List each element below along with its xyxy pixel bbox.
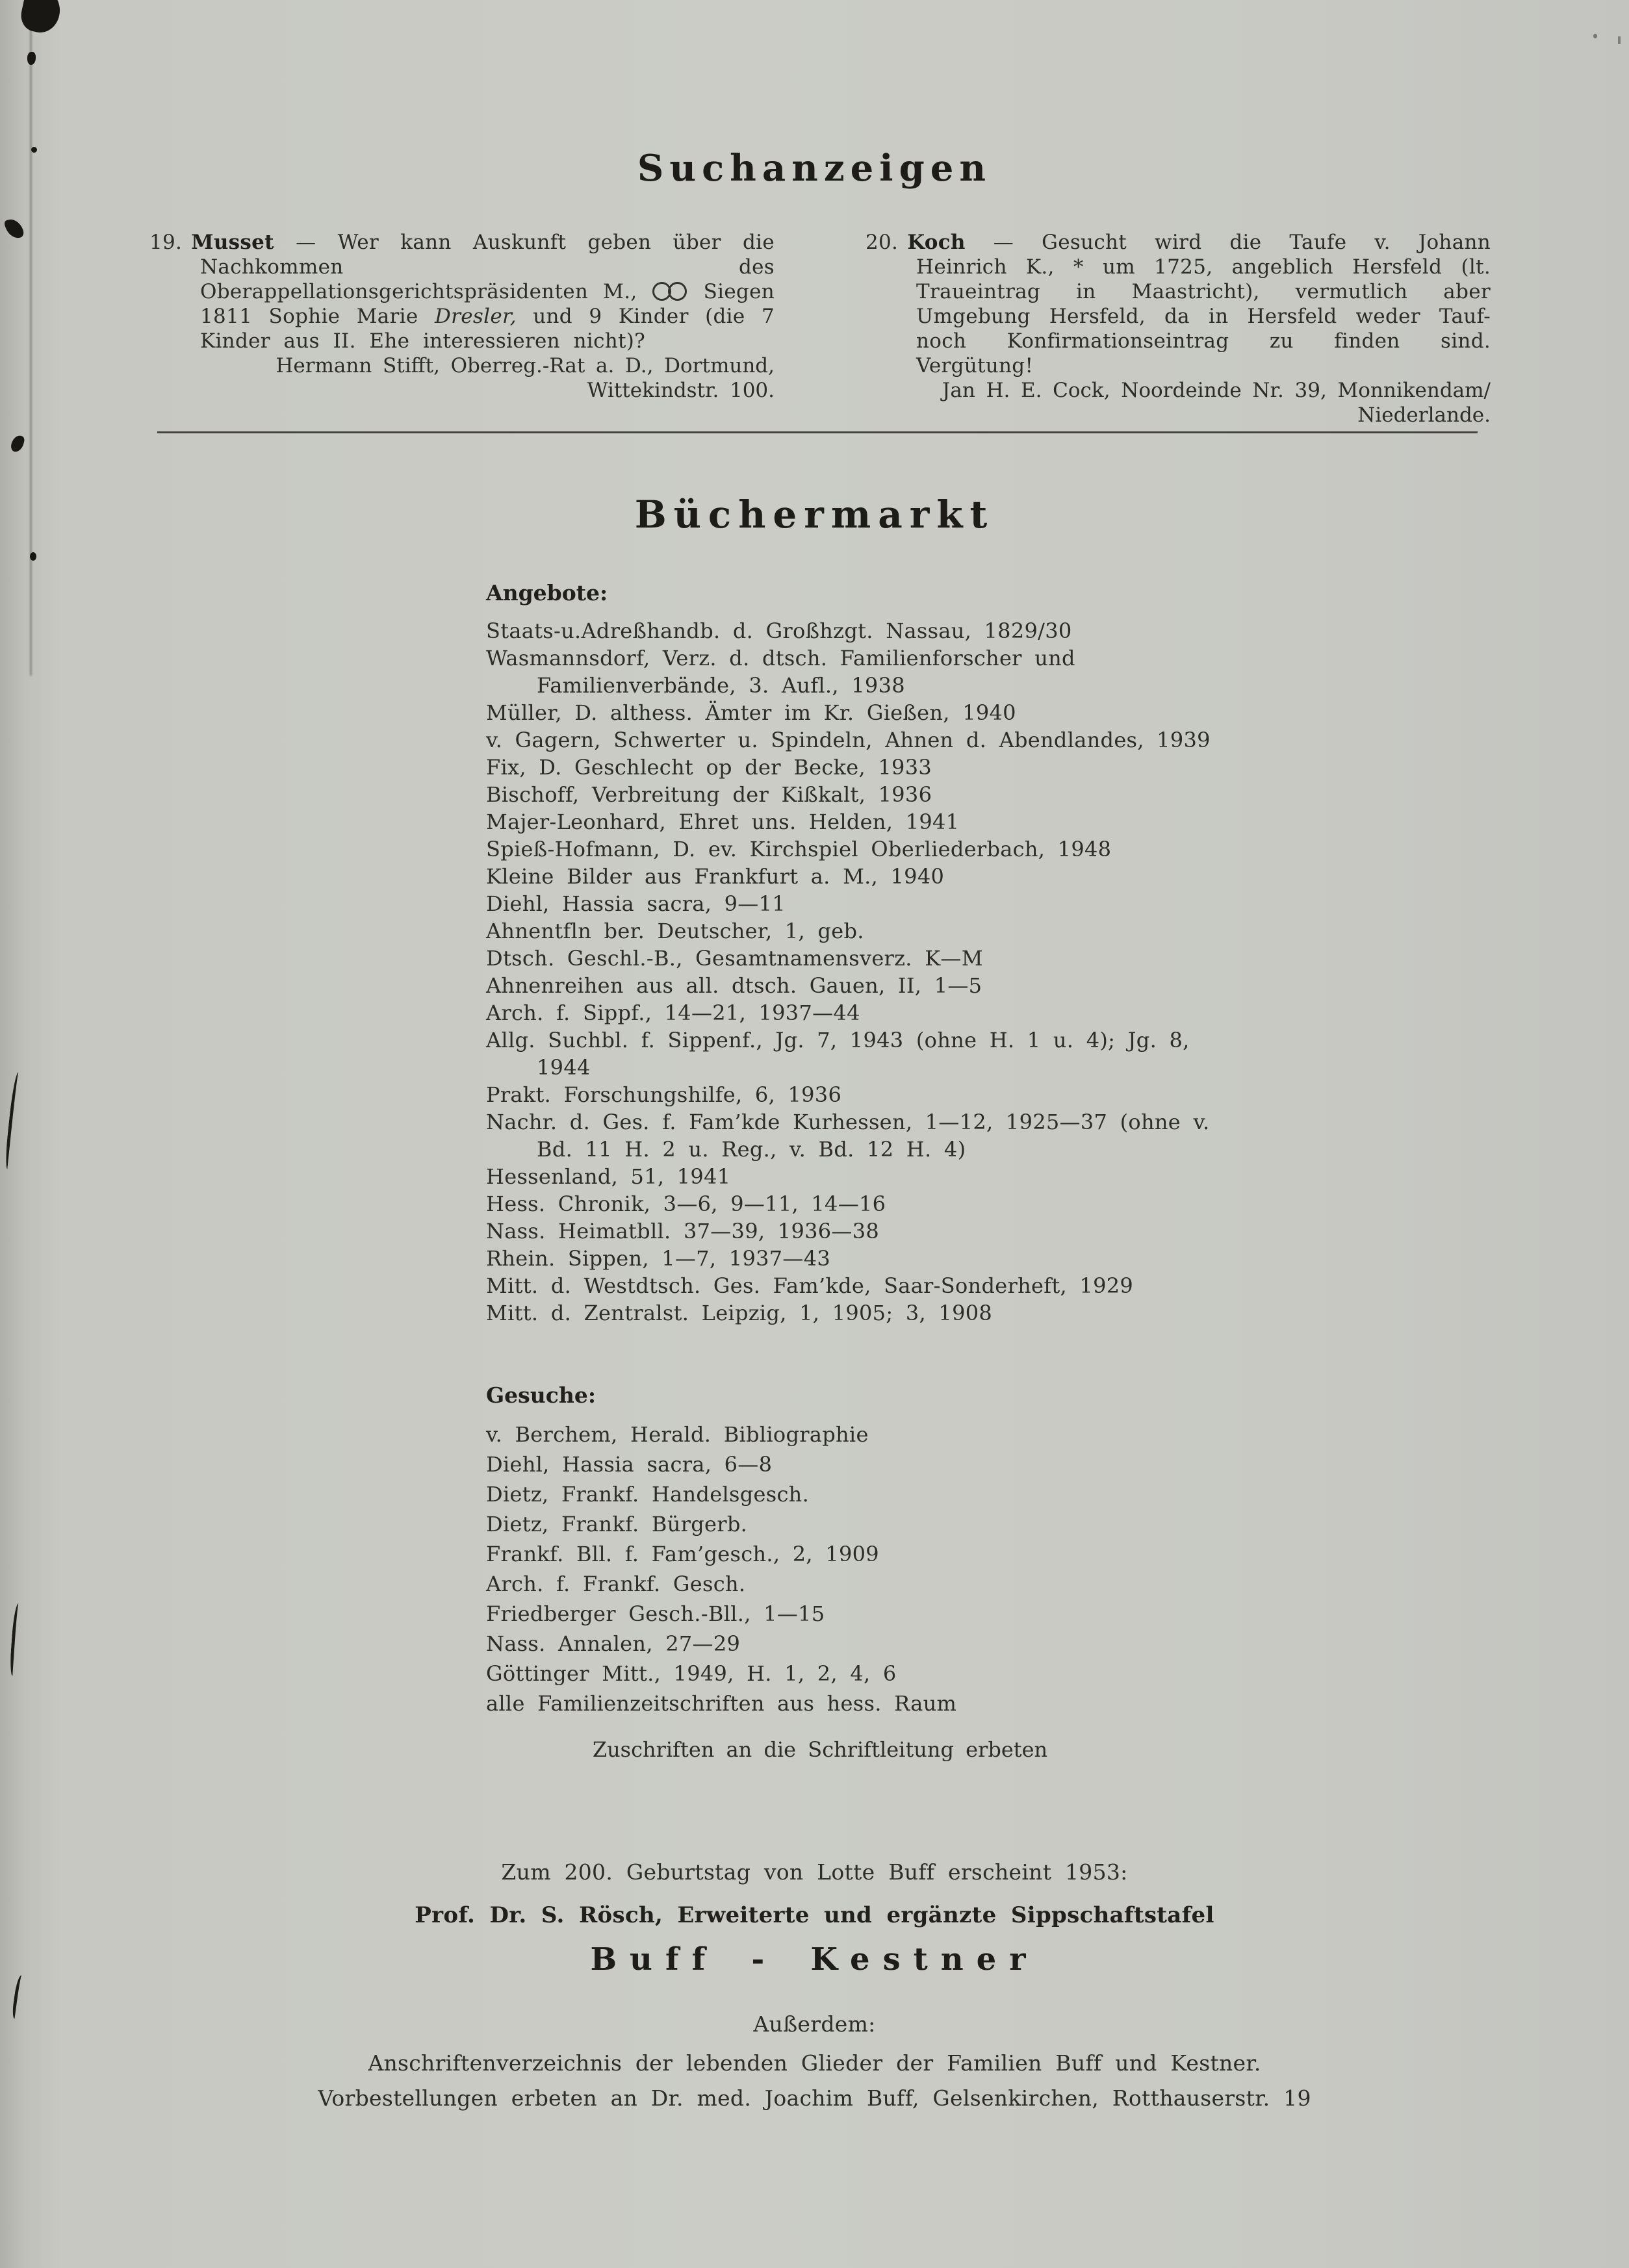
book-list-item: Nass. Annalen, 27—29	[486, 1631, 741, 1656]
ad-dash: —	[993, 231, 1014, 254]
suchanzeigen-ads	[149, 230, 1491, 427]
ad-dash: —	[296, 231, 316, 254]
book-list-item: Müller, D. althess. Ämter im Kr. Gießen, 1940	[486, 700, 1016, 725]
ad-body	[866, 230, 1491, 378]
angebote-list	[486, 617, 1214, 1327]
book-list-item: Dietz, Frankf. Handelsgesch.	[486, 1482, 810, 1507]
book-list-item: Nass. Heimatbll. 37—39, 1936—38	[486, 1219, 880, 1243]
book-list-item: Wasmannsdorf, Verz. d. dtsch. Familienforscher und Familienverbände, 3. Aufl., 1938	[486, 646, 1075, 698]
book-list-item: Prakt. Forschungshilfe, 6, 1936	[486, 1082, 842, 1107]
ad-surname: Musset	[191, 231, 274, 254]
ad-body	[149, 230, 775, 353]
book-list-item: Majer-Leonhard, Ehret uns. Helden, 1941	[486, 809, 960, 834]
book-list-item: Mitt. d. Zentralst. Leipzig, 1, 1905; 3, 1908	[486, 1301, 993, 1325]
ad-number: 20.	[866, 231, 899, 254]
book-list-item: Mitt. d. Westdtsch. Ges. Fam’kde, Saar-Sonderheft, 1929	[486, 1273, 1134, 1298]
ad-text: Gesucht wird die Taufe v. Johann Heinrich K., * um 1725, angeblich Hersfeld (lt. Traueintrag in Maastricht), vermutlich aber Umgebung Hersfeld, da in Hersfeld weder Tauf- noch Konfirmationseintrag zu finden sind. Vergütung!	[916, 231, 1491, 377]
book-list-item: Dietz, Frankf. Bürgerb.	[486, 1512, 748, 1536]
suchanzeigen-title: Suchanzeigen	[637, 147, 992, 190]
scan-artifact-mark	[27, 52, 36, 65]
gesuche-section	[486, 1382, 1214, 1718]
announcement-address-line: Anschriftenverzeichnis der lebenden Glieder der Familien Buff und Kestner.	[368, 2050, 1261, 2076]
ad-text: und 9 Kinder (die 7 Kinder aus II. Ehe interessieren nicht)?	[200, 305, 775, 353]
book-list-item: Nachr. d. Ges. f. Fam’kde Kurhessen, 1—12, 1925—37 (ohne v. Bd. 11 H. 2 u. Reg., v. Bd. 12 H. 4)	[486, 1110, 1210, 1162]
book-list-item: Kleine Bilder aus Frankfurt a. M., 1940	[486, 864, 945, 889]
gesuche-heading: Gesuche:	[486, 1382, 596, 1408]
scan-artifact-mark	[1618, 36, 1621, 44]
announcement-author-line: Prof. Dr. S. Rösch, Erweiterte und ergänzte Sippschaftstafel	[415, 1902, 1214, 1928]
book-list-item: Arch. f. Sippf., 14—21, 1937—44	[486, 1000, 860, 1025]
book-list-item: Allg. Suchbl. f. Sippenf., Jg. 7, 1943 (ohne H. 1 u. 4); Jg. 8, 1944	[486, 1028, 1190, 1080]
book-list-item: Ahnenreihen aus all. dtsch. Gauen, II, 1—5	[486, 973, 982, 998]
book-list-item: Spieß-Hofmann, D. ev. Kirchspiel Oberliederbach, 1948	[486, 837, 1112, 861]
book-list-item: Friedberger Gesch.-Bll., 1—15	[486, 1601, 825, 1626]
ad-signature: Jan H. E. Cock, Noordeinde Nr. 39, Monnikendam/	[942, 379, 1491, 402]
book-list-item: Hessenland, 51, 1941	[486, 1164, 731, 1189]
ad-text-italic: Dresler,	[434, 305, 517, 328]
scan-artifact-mark	[30, 552, 36, 561]
scan-artifact-mark	[3, 216, 25, 241]
announcement-order-line: Vorbestellungen erbeten an Dr. med. Joachim Buff, Gelsenkirchen, Rotthauserstr. 19	[318, 2085, 1311, 2111]
book-list-item: Ahnentfln ber. Deutscher, 1, geb.	[486, 919, 864, 943]
scan-artifact-mark	[18, 0, 64, 36]
ad-signature-address: Wittekindstr. 100.	[587, 379, 775, 402]
gesuche-list	[486, 1420, 1214, 1718]
book-list-item: Diehl, Hassia sacra, 6—8	[486, 1452, 773, 1477]
announcement-book-title: Buff - Kestner	[590, 1941, 1039, 1978]
scan-artifact-mark	[10, 434, 25, 453]
ad-signature-address: Niederlande.	[1357, 403, 1491, 427]
book-list-item: Arch. f. Frankf. Gesch.	[486, 1572, 746, 1596]
scan-artifact-mark	[1593, 34, 1597, 38]
angebote-section	[486, 580, 1214, 1327]
book-list-item: Diehl, Hassia sacra, 9—11	[486, 891, 786, 916]
book-list-item: Staats-u.Adreßhandb. d. Großhzgt. Nassau, 1829/30	[486, 618, 1072, 643]
angebote-heading: Angebote:	[486, 580, 608, 605]
scan-artifact-mark	[9, 1603, 23, 1677]
book-list-item: Frankf. Bll. f. Fam’gesch., 2, 1909	[486, 1542, 879, 1566]
book-list-item: Bischoff, Verbreitung der Kißkalt, 1936	[486, 782, 932, 807]
ad-signature: Hermann Stifft, Oberreg.-Rat a. D., Dortmund,	[276, 354, 775, 377]
ad-item-19	[149, 230, 775, 427]
announcement-ausserdem: Außerdem:	[753, 2011, 876, 2037]
book-list-item: Rhein. Sippen, 1—7, 1937—43	[486, 1246, 831, 1271]
ad-number: 19.	[149, 231, 183, 254]
book-list-item: Göttinger Mitt., 1949, H. 1, 2, 4, 6	[486, 1661, 897, 1686]
book-list-item: Dtsch. Geschl.-B., Gesamtnamensverz. K—M	[486, 946, 983, 971]
ad-surname: Koch	[907, 231, 966, 254]
marriage-rings-icon	[652, 282, 689, 301]
book-list-item: alle Familienzeitschriften aus hess. Raum	[486, 1691, 957, 1716]
ad-item-20	[866, 230, 1491, 427]
ad-text: Siegen 1811 Sophie Marie	[200, 280, 775, 328]
ad-text: Wer kann Auskunft geben über die Nachkommen des Oberappellationsgerichtspräsidenten M.,	[200, 231, 775, 303]
announcement-intro: Zum 200. Geburtstag von Lotte Buff erscheint 1953:	[501, 1859, 1128, 1885]
binding-crease	[30, 0, 32, 676]
scan-artifact-mark	[4, 1072, 23, 1170]
book-list-item: Fix, D. Geschlecht op der Becke, 1933	[486, 755, 932, 780]
closing-note: Zuschriften an die Schriftleitung erbeten	[592, 1737, 1048, 1762]
section-divider	[157, 431, 1478, 433]
book-list-item: v. Berchem, Herald. Bibliographie	[486, 1422, 869, 1447]
buechermarkt-title: Büchermarkt	[634, 492, 995, 537]
book-list-item: v. Gagern, Schwerter u. Spindeln, Ahnen d. Abendlandes, 1939	[486, 728, 1211, 752]
book-list-item: Hess. Chronik, 3—6, 9—11, 14—16	[486, 1191, 886, 1216]
